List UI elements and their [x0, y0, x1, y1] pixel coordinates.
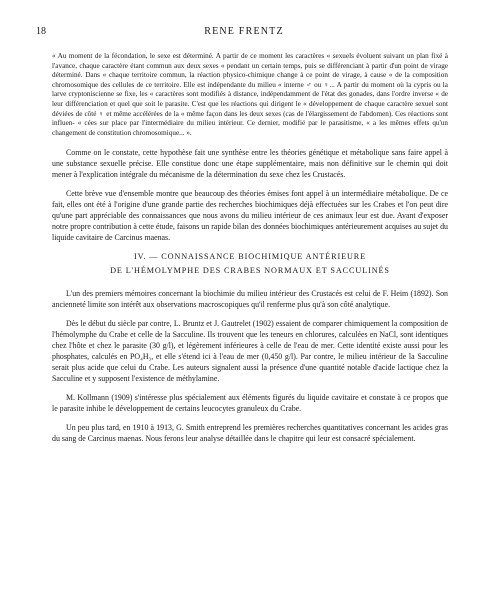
paragraph: M. Kollmann (1909) s'intéresse plus spécialement aux éléments figurés du liquide cavitaire et constate à ce propos que le parasite inhibe le développement de certains leucocytes granuleux du Crabe.	[52, 393, 448, 414]
paragraph: Dès le début du siècle par contre, L. Bruntz et J. Gautrelet (1902) essaient de comparer chimiquement la composition de l'hémolymphe du Crabe et celle de la Sacculine. Ils trouvent que les teneurs en chlorures, calculées en NaCl, sont identiques chez l'hôte et chez le parasite (30 g/l), et légèrement inférieures à celle de l'eau de mer. Cette identité existe aussi pour les phosphates, calculés en PO₄H₃, et elle s'étend ici à l'eau de mer (0,450 g/l). Par contre, le milieu intérieur de la Sacculine serait plus acide que celui du Crabe. Les auteurs signalent aussi la présence d'une quantité notable d'acide lactique chez la Sacculine et y supposent l'existence de méthylamine.	[52, 319, 448, 384]
paragraph: Cette brève vue d'ensemble montre que beaucoup des théories émises font appel à un intermédiaire métabolique. De ce fait, elles ont été à l'origine d'une grande partie des recherches biochimiques déjà effectuées sur les Crabes et l'on peut dire qu'une part appréciable des connaissances que nous avons du milieu intérieur de ces animaux leur est due. Avant d'exposer notre propre contribution à cette étude, faisons un rapide bilan des données biochimiques antérieurement acquises au sujet du liquide cavitaire de Carcinus maenas.	[52, 189, 448, 243]
section-heading	[52, 251, 448, 277]
paragraph: Comme on le constate, cette hypothèse fait une synthèse entre les théories génétique et métabolique sans faire appel à une substance sexuelle précise. Elle constitue donc une étape supplémentaire, mais non définitive sur le chemin qui doit mener à l'explication intégrale du mécanisme de la détermination du sexe chez les Crustacés.	[52, 148, 448, 180]
quoted-passage: « Au moment de la fécondation, le sexe est déterminé. A partir de ce moment les caractères « sexuels évoluent suivant un plan fixé à l'avance, chaque caractère étant commun aux deux sexes « pendant un certain temps, puis se différenciant à partir d'un point de virage déterminé. Dans « chaque territoire commun, la réaction physico-chimique change à ce point de virage, à cause « de la composition chromosomique des cellules de ce territoire. Elle est indépendante du milieu « interne ♂ ou ♀... A partir du moment où la cypris ou la larve cryptoniscienne se fixe, les « caractères sont modifiés à distance, indépendamment de l'état des gonades, dans l'ordre inverse « de leur différenciation et quel que soit le parasite. C'est que les réactions qui dirigent le « développement de chaque caractère sexuel sont déviées de côté ♀ et même accélérées de la « même façon dans les deux sexes (cas de l'élargissement de l'abdomen). Ces réactions sont influen- « cées sur place par l'intermédiaire du milieu intérieur. Ce dernier, modifié par le parasitisme, « a les mêmes effets qu'un changement de constitution chromosomique... ».	[52, 52, 448, 137]
section-heading-line-2: DE L'HÉMOLYMPHE DES CRABES NORMAUX ET SACCULINÉS	[110, 266, 390, 276]
paragraph: Un peu plus tard, en 1910 à 1913, G. Smith entreprend les premières recherches quantitatives concernant les acides gras du sang de Carcinus maenas. Nous ferons leur analyse détaillée dans le chapitre qui leur est consacré spécialement.	[52, 423, 448, 444]
running-header	[36, 26, 452, 40]
page-number: 18	[36, 26, 46, 37]
page-body	[52, 52, 448, 452]
paragraph: L'un des premiers mémoires concernant la biochimie du milieu intérieur des Crustacés est celui de F. Heim (1892). Son ancienneté limite son intérêt aux observations macroscopiques qu'il renferme plus qu'à son côté analytique.	[52, 289, 448, 310]
section-heading-line-1: IV. — CONNAISSANCE BIOCHIMIQUE ANTÉRIEURE	[133, 252, 367, 262]
running-title: RENE FRENTZ	[204, 26, 284, 37]
